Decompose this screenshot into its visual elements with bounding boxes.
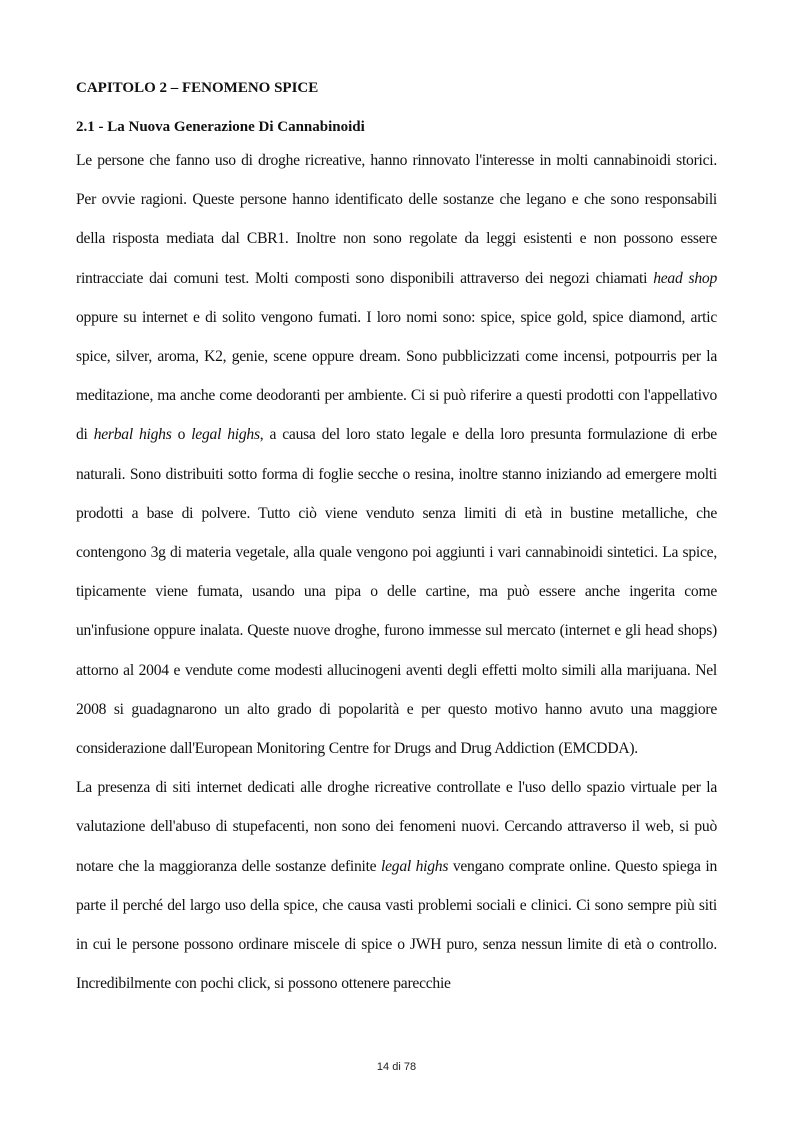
text-run: La presenza di siti internet dedicati alle droghe ricreative controllate e l'uso dello spazio virtuale per la valutazione dell'abuso di stupefacenti, non sono dei fenomeni nuovi. Cercando attraverso il web, si può notare che la maggioranza delle sostanze definite: [76, 779, 717, 875]
text-run: vengano comprate online. Questo spiega in parte il perché del largo uso della spice, che causa vasti problemi sociali e clinici. Ci sono sempre più siti in cui le persone possono ordinare miscele di spice o JWH puro, senza nessun limite di età o controllo. Incredibilmente con pochi click, si possono ottenere parecchie: [76, 857, 717, 993]
section-title: 2.1 - La Nuova Generazione Di Cannabinoidi: [76, 119, 365, 135]
text-run: oppure su internet e di solito vengono fumati. I loro nomi sono: spice, spice gold, spice diamond, artic spice, silver, aroma, K2, genie, scene oppure dream. Sono pubblicizzati come incensi, potpourris per la meditazione, ma anche come deodoranti per ambiente. Ci si può riferire a questi prodotti con l'appellativo di: [76, 308, 717, 444]
text-run: Le persone che fanno uso di droghe ricreative, hanno rinnovato l'interesse in molti cannabinoidi storici. Per ovvie ragioni. Queste persone hanno identificato delle sostanze che legano e che sono responsabili della risposta mediata dal CBR1. Inoltre non sono regolate da leggi esistenti e non possono essere rintracciate dai comuni test. Molti composti sono disponibili attraverso dei negozi chiamati: [76, 152, 717, 287]
page-content: [76, 75, 717, 1003]
text-run: o: [171, 426, 192, 444]
chapter-title: CAPITOLO 2 – FENOMENO SPICE: [76, 80, 319, 96]
italic-term-head-shop: head shop: [653, 269, 718, 287]
italic-term-herbal-highs: herbal highs: [93, 426, 172, 444]
paragraph-2: [76, 768, 717, 1003]
paragraph-1: [76, 141, 717, 768]
italic-term-legal-highs: legal highs: [191, 426, 260, 444]
text-run: , a causa del loro stato legale e della loro presunta formulazione di erbe naturali. Sono distribuiti sotto forma di foglie secche o resina, inoltre stanno iniziando ad emergere molti prodotti a base di polvere. Tutto ciò viene venduto senza limiti di età in bustine metalliche, che contengono 3g di materia vegetale, alla quale vengono poi aggiunti i vari cannabinoidi sintetici. La spice, tipicamente viene fumata, usando una pipa o delle cartine, ma può essere anche ingerita come un'infusione oppure inalata. Queste nuove droghe, furono immesse sul mercato (internet e gli head shops) attorno al 2004 e vendute come modesti allucinogeni aventi degli effetti molto simili alla marijuana. Nel 2008 si guadagnarono un alto grado di popolarità e per questo motivo hanno avuto una maggiore considerazione dall'European Monitoring Centre for Drugs and Drug Addiction (EMCDDA).: [76, 426, 717, 758]
page-number: 14 di 78: [376, 1061, 417, 1073]
italic-term-legal-highs: legal highs: [381, 857, 449, 875]
